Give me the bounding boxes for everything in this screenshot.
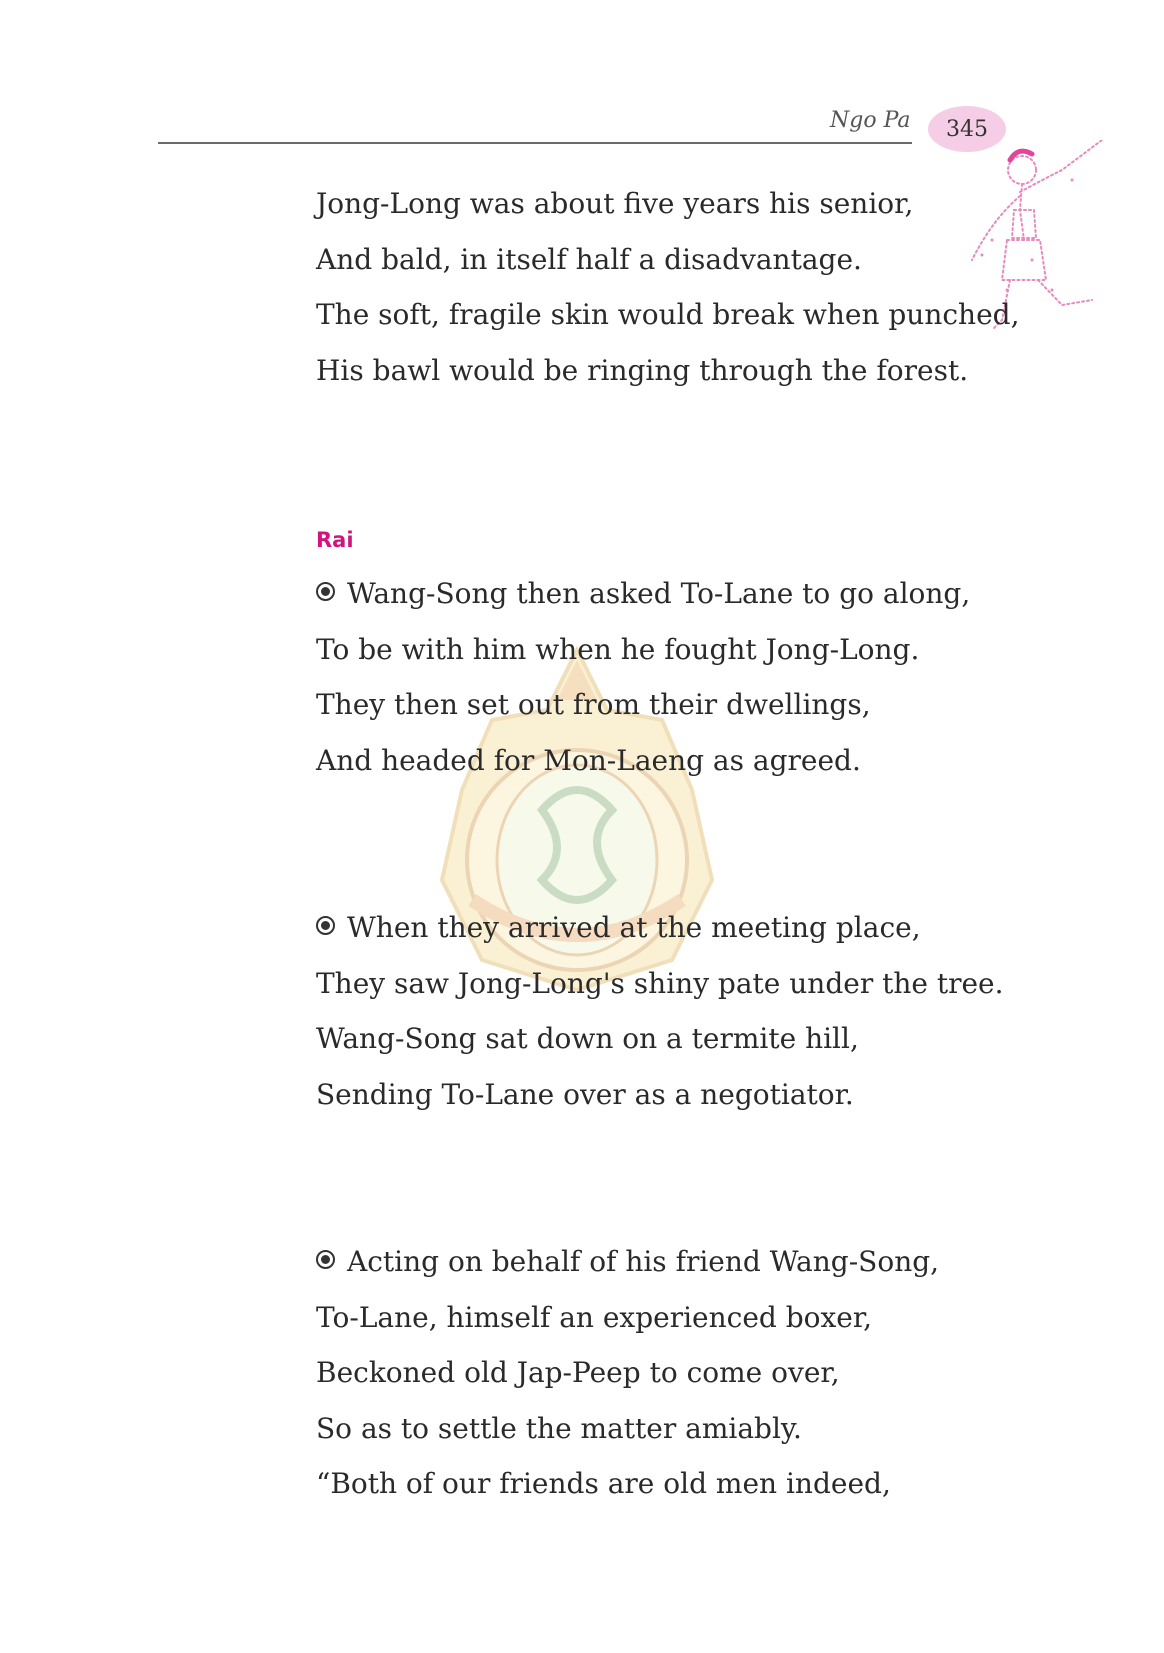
verse-text: Acting on behalf of his friend Wang-Song, — [347, 1245, 940, 1278]
stanza-1 — [316, 176, 1019, 398]
verse-line: And bald, in itself half a disadvantage. — [316, 242, 862, 276]
verse-line: To be with him when he fought Jong-Long. — [316, 632, 920, 666]
verse-line: The soft, fragile skin would break when punched, — [316, 298, 1020, 331]
verse-line — [316, 900, 1004, 956]
verse-line: Sending To-Lane over as a negotiator. — [316, 1077, 854, 1111]
verse-line: Beckoned old Jap-Peep to come over, — [316, 1356, 840, 1389]
header-rule — [158, 142, 912, 144]
running-title: Ngo Pa — [830, 108, 911, 133]
verse-line — [316, 566, 970, 622]
bullet-icon — [316, 582, 335, 601]
verse-line: So as to settle the matter amiably. — [316, 1411, 802, 1445]
verse-line: To-Lane, himself an experienced boxer, — [316, 1300, 873, 1334]
verse-line: And headed for Mon-Laeng as agreed. — [316, 743, 861, 777]
bullet-icon — [316, 916, 335, 935]
verse-line: They saw Jong-Long's shiny pate under the tree. — [316, 966, 1004, 1000]
section-label: Rai — [316, 528, 354, 552]
stanza-4 — [316, 1234, 939, 1512]
verse-line: Jong-Long was about five years his senior, — [316, 187, 914, 220]
verse-line: They then set out from their dwellings, — [316, 688, 871, 721]
verse-line — [316, 1234, 939, 1290]
bullet-icon — [316, 1250, 335, 1269]
verse-line: His bawl would be ringing through the forest. — [316, 353, 969, 387]
page-number: 345 — [928, 106, 1006, 152]
verse-line: Wang-Song sat down on a termite hill, — [316, 1022, 859, 1055]
verse-text: When they arrived at the meeting place, — [347, 911, 921, 944]
stanza-2 — [316, 566, 970, 788]
verse-line: “Both of our friends are old men indeed, — [316, 1467, 891, 1500]
stanza-3 — [316, 900, 1004, 1122]
verse-text: Wang-Song then asked To-Lane to go along, — [347, 577, 971, 610]
